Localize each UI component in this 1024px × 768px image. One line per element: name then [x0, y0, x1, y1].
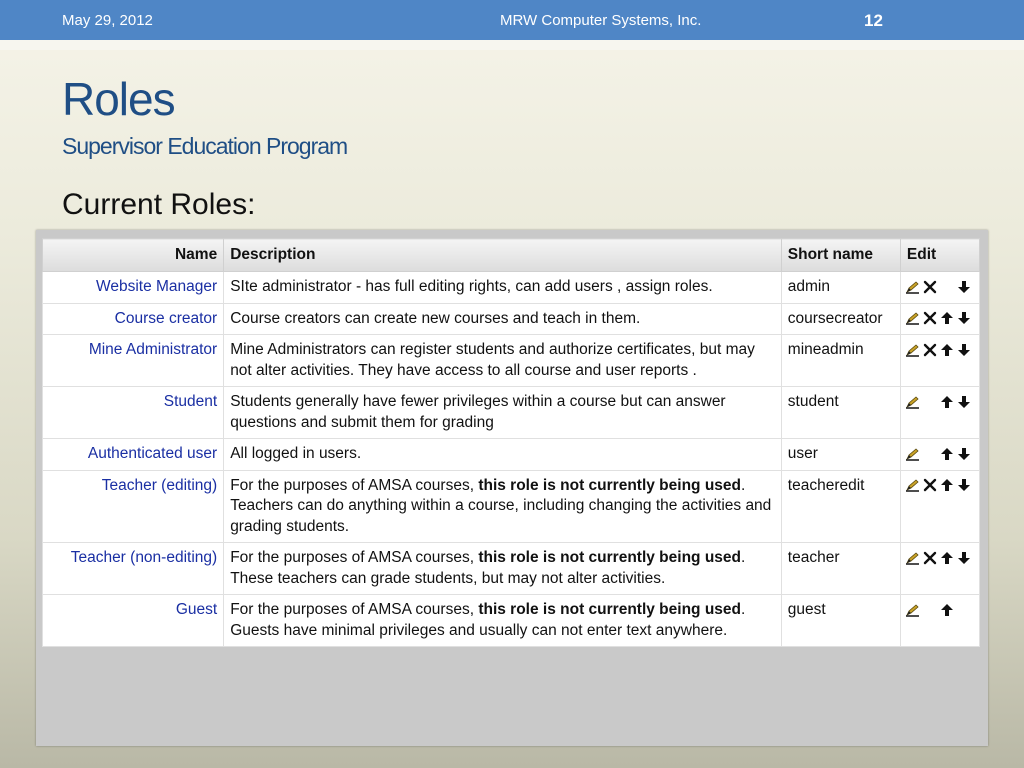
role-short-name: student [781, 387, 900, 439]
description-text-continued: . These teachers can grade students, but may not alter activities. [230, 549, 746, 587]
role-name-link[interactable]: Mine Administrator [43, 335, 224, 387]
role-short-name: guest [781, 595, 900, 647]
move-up-icon[interactable] [939, 478, 955, 492]
table-row [43, 595, 980, 647]
move-down-icon[interactable] [956, 343, 972, 357]
description-emphasis: this role is not currently being used [478, 549, 741, 566]
slide-date: May 29, 2012 [62, 12, 153, 29]
delete-icon[interactable] [922, 280, 938, 294]
table-row [43, 387, 980, 439]
role-description [224, 335, 782, 387]
slide-title: Roles [62, 73, 175, 125]
role-edit-actions [900, 470, 979, 543]
description-emphasis: this role is not currently being used [478, 601, 741, 618]
role-edit-actions [900, 543, 979, 595]
role-name-link[interactable]: Student [43, 387, 224, 439]
role-name-link[interactable]: Teacher (editing) [43, 470, 224, 543]
description-text: SIte administrator - has full editing rights, can add users , assign roles. [230, 278, 713, 295]
table-row [43, 335, 980, 387]
role-edit-actions [900, 272, 979, 304]
delete-icon[interactable] [922, 343, 938, 357]
edit-icon[interactable] [905, 551, 921, 565]
role-name-link[interactable]: Teacher (non-editing) [43, 543, 224, 595]
role-description [224, 303, 782, 335]
column-header-description[interactable]: Description [224, 239, 782, 272]
role-name-link[interactable]: Course creator [43, 303, 224, 335]
description-text: Mine Administrators can register students and authorize certificates, but may not alter activities. They have access to all course and user reports . [230, 341, 755, 379]
description-text: For the purposes of AMSA courses, [230, 601, 479, 618]
column-header-name[interactable]: Name [43, 239, 224, 272]
description-text-continued: . Guests have minimal privileges and usually can not enter text anywhere. [230, 601, 746, 639]
role-name-link[interactable]: Guest [43, 595, 224, 647]
table-row [43, 439, 980, 471]
move-up-icon[interactable] [939, 447, 955, 461]
role-name-link[interactable]: Website Manager [43, 272, 224, 304]
move-up-icon[interactable] [939, 551, 955, 565]
slide-subtitle: Supervisor Education Program [62, 133, 348, 159]
role-edit-actions [900, 335, 979, 387]
header-bar [0, 0, 1024, 40]
table-header-row [43, 239, 980, 272]
header-divider [0, 40, 1024, 50]
table-row [43, 272, 980, 304]
move-up-icon[interactable] [939, 343, 955, 357]
page-number: 12 [864, 11, 883, 30]
edit-icon[interactable] [905, 395, 921, 409]
role-short-name: user [781, 439, 900, 471]
table-row [43, 543, 980, 595]
roles-table [42, 238, 980, 647]
delete-icon[interactable] [922, 478, 938, 492]
description-text: For the purposes of AMSA courses, [230, 476, 479, 494]
role-name-link[interactable]: Authenticated user [43, 439, 224, 471]
edit-icon[interactable] [905, 343, 921, 357]
role-description [224, 439, 782, 471]
edit-icon[interactable] [905, 603, 921, 617]
description-text: Students generally have fewer privileges within a course but can answer questions and submit them for grading [230, 393, 726, 431]
role-edit-actions [900, 387, 979, 439]
move-down-icon[interactable] [956, 280, 972, 294]
move-down-icon[interactable] [956, 478, 972, 492]
edit-icon[interactable] [905, 447, 921, 461]
description-text: All logged in users. [230, 445, 362, 462]
table-row [43, 470, 980, 543]
move-down-icon[interactable] [956, 395, 972, 409]
move-up-icon[interactable] [939, 395, 955, 409]
description-emphasis: this role is not currently being used [478, 476, 741, 494]
role-edit-actions [900, 303, 979, 335]
role-short-name: admin [781, 272, 900, 304]
edit-icon[interactable] [905, 478, 921, 492]
role-short-name: coursecreator [781, 303, 900, 335]
move-up-icon[interactable] [939, 311, 955, 325]
section-label: Current Roles: [62, 188, 256, 221]
column-header-short-name[interactable]: Short name [781, 239, 900, 272]
edit-icon[interactable] [905, 311, 921, 325]
edit-icon[interactable] [905, 280, 921, 294]
company-name: MRW Computer Systems, Inc. [500, 12, 702, 29]
role-description [224, 543, 782, 595]
move-down-icon[interactable] [956, 311, 972, 325]
role-edit-actions [900, 595, 979, 647]
move-down-icon[interactable] [956, 447, 972, 461]
roles-screenshot [36, 230, 988, 746]
move-up-icon[interactable] [939, 603, 955, 617]
role-short-name: teacher [781, 543, 900, 595]
description-text: For the purposes of AMSA courses, [230, 549, 479, 566]
delete-icon[interactable] [922, 551, 938, 565]
role-description [224, 272, 782, 304]
role-description [224, 470, 782, 543]
description-text: Course creators can create new courses and teach in them. [230, 309, 641, 327]
role-edit-actions [900, 439, 979, 471]
description-text-continued: . Teachers can do anything within a course, including changing the activities and grading students. [230, 476, 772, 535]
role-short-name: mineadmin [781, 335, 900, 387]
column-header-edit: Edit [900, 239, 979, 272]
table-row [43, 303, 980, 335]
move-down-icon[interactable] [956, 551, 972, 565]
role-description [224, 387, 782, 439]
role-short-name: teacheredit [781, 470, 900, 543]
role-description [224, 595, 782, 647]
delete-icon[interactable] [922, 311, 938, 325]
